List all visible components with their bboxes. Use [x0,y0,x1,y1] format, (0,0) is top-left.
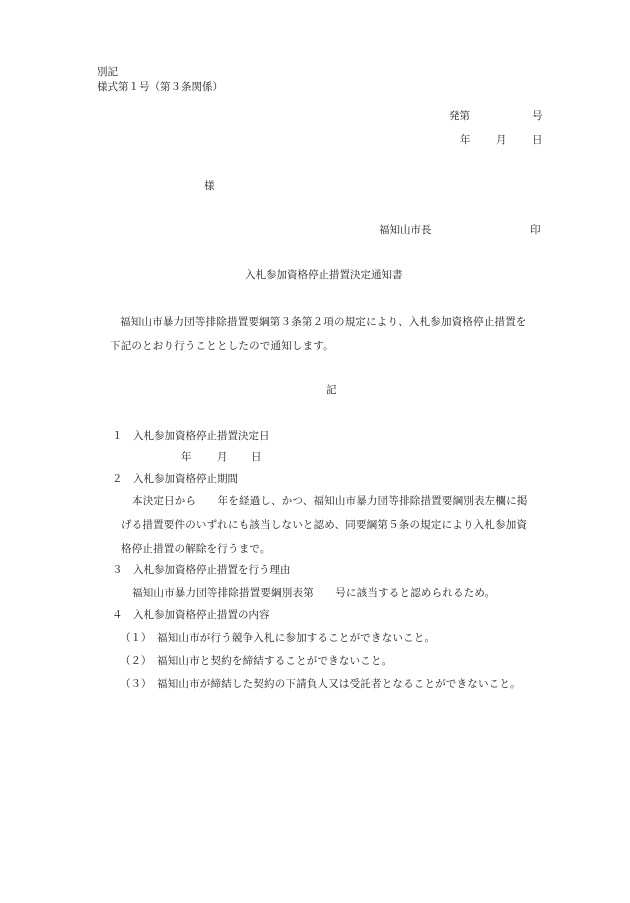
section-1-date-day: 日 [251,451,262,463]
intro-paragraph-line-2: 下記のとおり行うこととしたので通知します。 [110,340,334,352]
appendix-label: 別記 [97,66,118,78]
issue-number-suffix: 号 [532,110,543,122]
section-4-item-1-text: 福知山市が行う競争入札に参加することができないこと。 [157,632,436,644]
intro-paragraph-line-1: 福知山市暴力団等排除措置要綱第３条第２項の規定により、入札参加資格停止措置を [120,316,527,328]
section-4-item-2-number: （２） [120,655,152,667]
section-2-line-3: 格停止措置の解除を行うまで。 [121,543,271,555]
section-3-title: ３ 入札参加資格停止措置を行う理由 [112,564,291,576]
section-1-date-month: 月 [217,451,228,463]
form-number: 様式第１号（第３条関係） [97,81,223,93]
section-4-item-3-number: （３） [120,678,152,690]
section-2-title: ２ 入札参加資格停止期間 [112,473,238,485]
section-4-item-2-text: 福知山市と契約を締結することができないこと。 [157,655,393,667]
issuer-name: 福知山市長 [379,224,432,236]
issuer-seal: 印 [530,224,541,236]
section-3-line-1: 福知山市暴力団等排除措置要綱別表第 号に該当すると認められるため。 [132,587,496,599]
section-4-title: ４ 入札参加資格停止措置の内容 [112,609,270,621]
section-1-title: １ 入札参加資格停止措置決定日 [112,430,270,442]
addressee-honorific: 様 [204,180,215,192]
section-1-date-year: 年 [181,451,192,463]
issue-date-day: 日 [532,134,543,146]
ki-note-heading: 記 [326,384,337,396]
section-2-line-1: 本決定日から 年を経過し、かつ、福知山市暴力団等排除措置要綱別表左欄に掲 [132,495,528,507]
issue-date-year: 年 [460,134,471,146]
section-4-item-1-number: （１） [120,632,152,644]
section-4-item-3-text: 福知山市が締結した契約の下請負人又は受託者となることができないこと。 [157,678,521,690]
issue-date-month: 月 [496,134,507,146]
issue-label: 発第 [449,110,470,122]
document-title: 入札参加資格停止措置決定通知書 [245,269,403,281]
section-2-line-2: げる措置要件のいずれにも該当しないと認め、同要綱第５条の規定により入札参加資 [121,519,528,531]
